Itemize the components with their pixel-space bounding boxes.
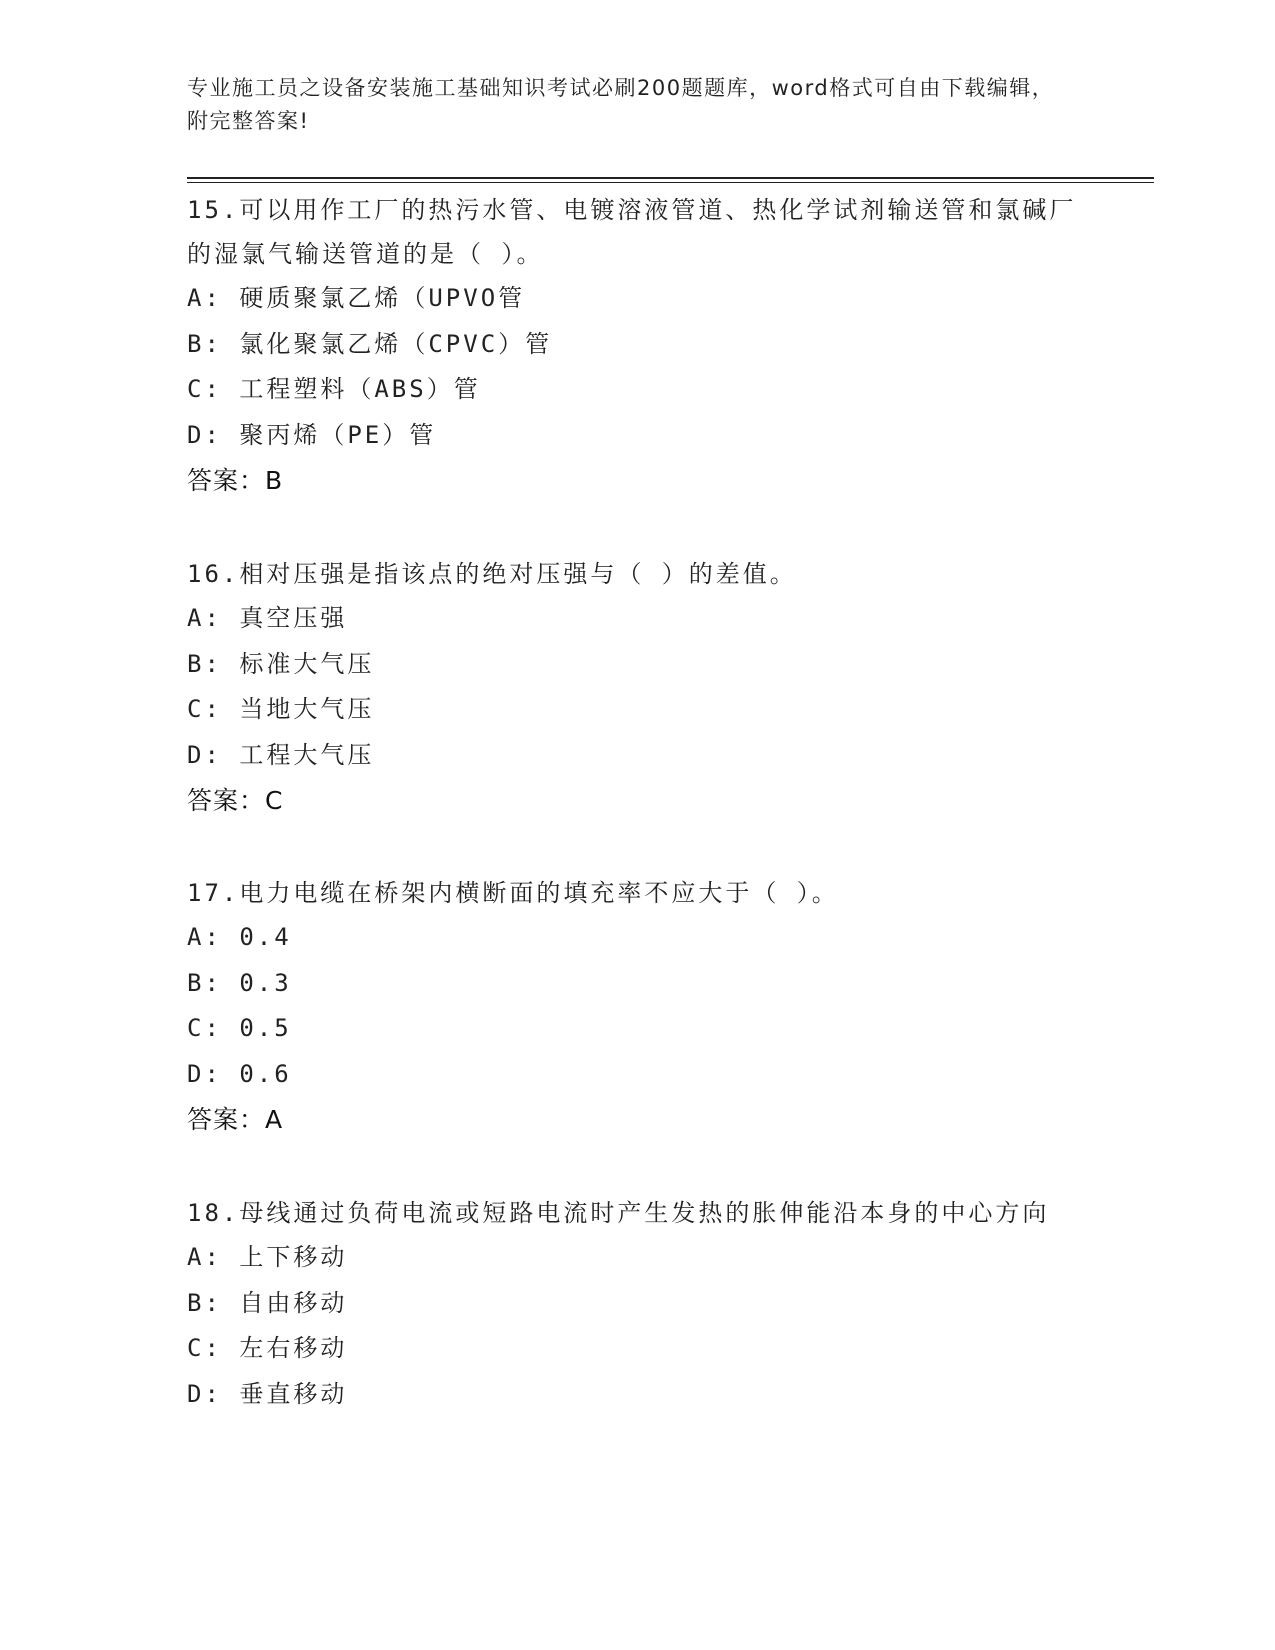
question-stem: 18.母线通过负荷电流或短路电流时产生发热的胀伸能沿本身的中心方向 (187, 1199, 1050, 1227)
header-divider (187, 177, 1154, 179)
option-b: B: 自由移动 (187, 1288, 348, 1317)
option-a: A: 上下移动 (187, 1243, 348, 1271)
option-d: D: 聚丙烯（PE）管 (187, 420, 437, 449)
option-d: D: 0.6 (187, 1059, 292, 1088)
option-c: C: 左右移动 (187, 1334, 348, 1362)
option-b: B: 氯化聚氯乙烯（CPVC）管 (187, 329, 553, 358)
question-stem: 17.电力电缆在桥架内横断面的填充率不应大于（ ）。 (187, 879, 839, 907)
document-header: 专业施工员之设备安装施工基础知识考试必刷200题题库，word格式可自由下载编辑，附完整答案! (187, 76, 1055, 133)
option-a: A: 0.4 (187, 923, 292, 951)
option-b: B: 0.3 (187, 968, 292, 997)
answer: 答案：C (187, 786, 284, 815)
answer: 答案：B (187, 466, 284, 495)
option-c: C: 0.5 (187, 1014, 292, 1042)
question-16 (187, 552, 1087, 824)
option-d: D: 垂直移动 (187, 1379, 348, 1408)
option-c: C: 工程塑料（ABS）管 (187, 375, 481, 403)
option-c: C: 当地大气压 (187, 695, 375, 723)
question-stem: 15.可以用作工厂的热污水管、电镀溶液管道、热化学试剂输送管和氯碱厂的湿氯气输送管道的是（ ）。 (187, 196, 1077, 268)
option-d: D: 工程大气压 (187, 740, 375, 769)
question-17 (187, 871, 1087, 1143)
answer: 答案：A (187, 1105, 284, 1134)
option-a: A: 真空压强 (187, 604, 348, 632)
option-a: A: 硬质聚氯乙烯（UPVO管 (187, 284, 526, 312)
header-divider-thin (187, 182, 1154, 183)
question-15 (187, 188, 1087, 504)
question-stem: 16.相对压强是指该点的绝对压强与（ ）的差值。 (187, 560, 797, 588)
option-b: B: 标准大气压 (187, 649, 375, 678)
question-18 (187, 1191, 1087, 1417)
